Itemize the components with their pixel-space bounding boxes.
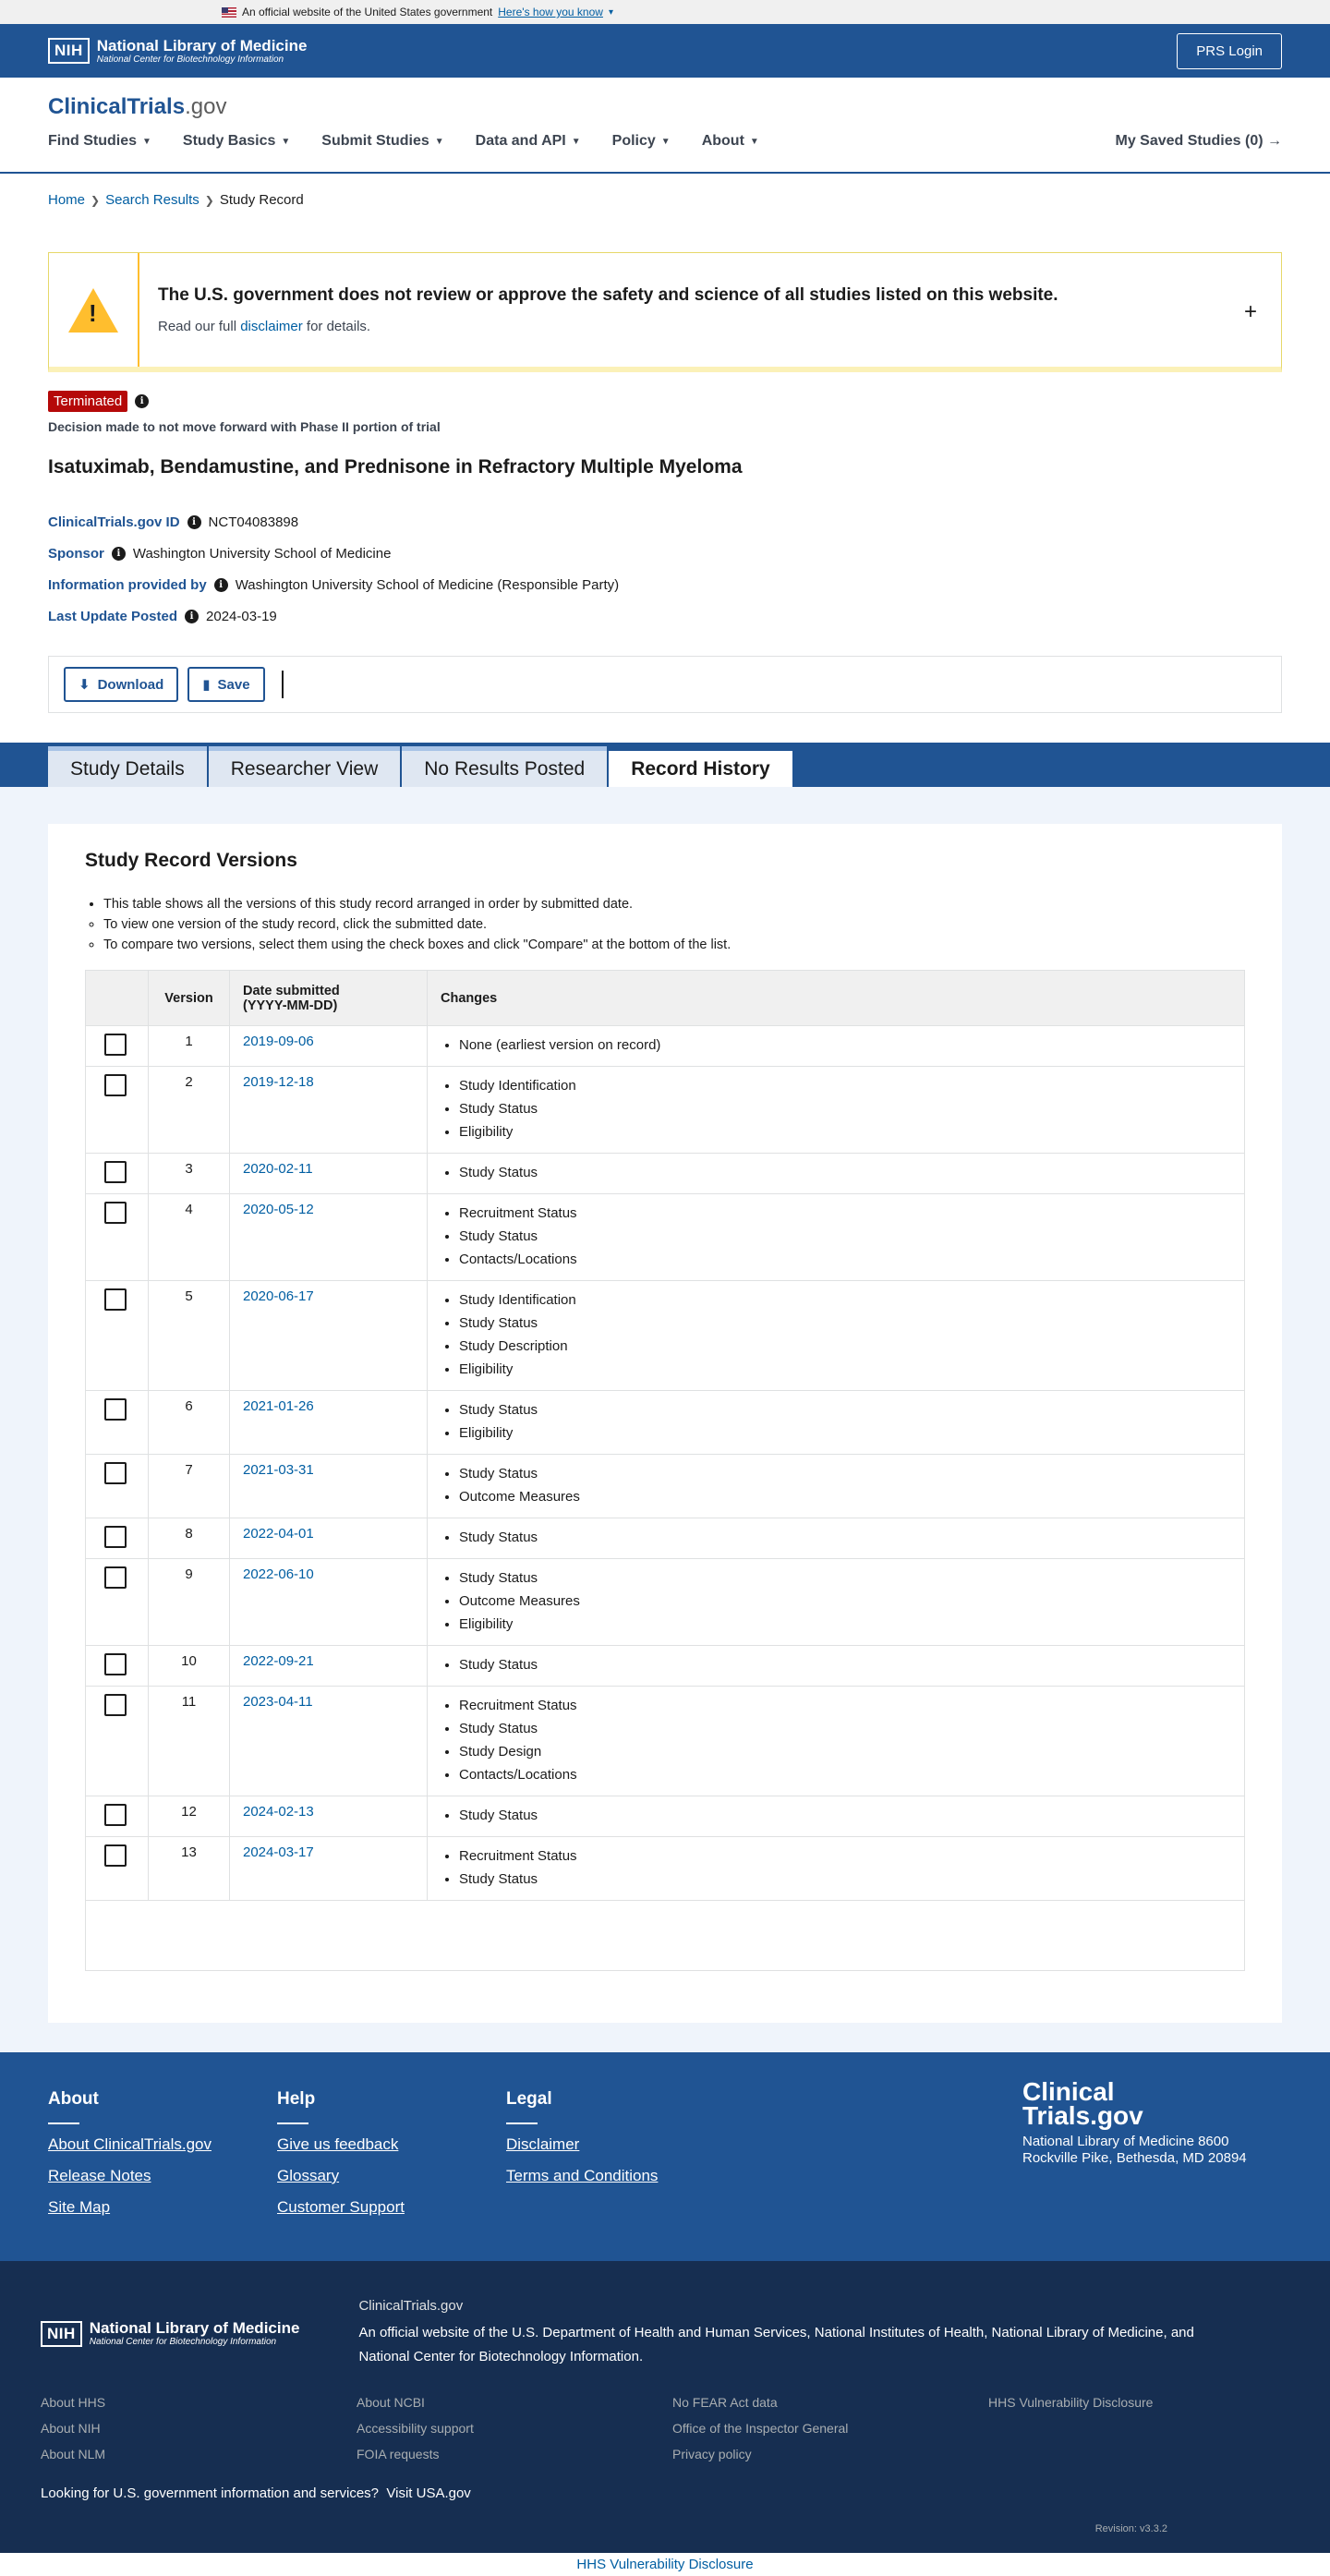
disclaimer-text: Read our full disclaimer for details. (158, 319, 371, 334)
nav-data-api[interactable] (476, 133, 581, 150)
breadcrumb (0, 174, 1330, 226)
chevron-right-icon: ❯ (204, 193, 214, 207)
change-item: • Eligibility (459, 1120, 1231, 1143)
change-item: • Study Status (459, 1398, 1231, 1421)
change-item: • Eligibility (459, 1358, 1231, 1381)
us-flag-icon (222, 7, 236, 18)
version-date-link[interactable]: 2019-12-18 (243, 1074, 314, 1090)
table-spacer (86, 1901, 1245, 1971)
version-number: 13 (149, 1837, 230, 1901)
note-item: • This table shows all the versions of this study record arranged in order by submitted date. (103, 894, 1245, 914)
footer-link[interactable]: Privacy policy (672, 2447, 752, 2461)
change-item: • Contacts/Locations (459, 1763, 1231, 1786)
breadcrumb-search-results[interactable]: Search Results (105, 192, 200, 208)
breadcrumb-current: Study Record (219, 192, 304, 208)
col-changes: Changes (428, 971, 1245, 1026)
download-icon: ⬇ (79, 677, 91, 693)
bookmark-icon: ▮ (202, 677, 211, 693)
how-you-know-link[interactable]: Here's how you know (498, 6, 603, 18)
divider (282, 671, 284, 698)
change-item: • None (earliest version on record) (459, 1034, 1231, 1057)
changes-list (459, 1462, 1231, 1508)
nlm-name: National Library of Medicine (96, 36, 308, 54)
footer-link[interactable]: About NIH (41, 2421, 101, 2436)
footer-nlm-logo[interactable] (41, 2298, 299, 2369)
change-item: • Outcome Measures (459, 1590, 1231, 1613)
nav-label: Find Studies (48, 133, 137, 149)
nav-study-basics[interactable] (183, 133, 290, 150)
versions-table (85, 970, 1245, 1971)
ncbi-name: National Center for Biotechnology Information (89, 2337, 277, 2347)
hhs-link[interactable]: U.S. Department of Health and Human Services (512, 2325, 807, 2340)
nct-id-value: NCT04083898 (208, 514, 299, 530)
ncbi-link[interactable]: National Center for Biotechnology Information (358, 2349, 639, 2364)
changes-list (459, 1202, 1231, 1271)
nav-find-studies[interactable] (48, 133, 151, 150)
footer-link[interactable]: About ClinicalTrials.gov (48, 2135, 212, 2153)
version-date-link[interactable]: 2024-03-17 (243, 1844, 314, 1860)
version-checkbox[interactable] (104, 1288, 127, 1311)
version-checkbox[interactable] (104, 1161, 127, 1183)
site-header (0, 78, 1330, 174)
changes-list (459, 1398, 1231, 1445)
action-bar (48, 656, 1282, 713)
footer-help-title: Help (277, 2089, 316, 2109)
change-item: • Study Status (459, 1653, 1231, 1676)
footer-help (277, 2089, 506, 2261)
note-item: ◦ To view one version of the study record, click the submitted date. (103, 914, 1245, 935)
changes-list (459, 1694, 1231, 1786)
footer-legal (506, 2089, 735, 2261)
version-number: 4 (149, 1194, 230, 1281)
version-date-link[interactable]: 2020-06-17 (243, 1288, 314, 1304)
nih-link[interactable]: National Institutes of Health (814, 2325, 985, 2340)
change-item: • Recruitment Status (459, 1694, 1231, 1717)
info-icon[interactable]: i (112, 547, 126, 561)
table-row (86, 1194, 1245, 1281)
change-item: • Study Status (459, 1462, 1231, 1485)
change-item: • Study Status (459, 1312, 1231, 1335)
footer-link[interactable]: Terms and Conditions (506, 2167, 659, 2184)
nih-logo-box: NIH (48, 38, 90, 64)
tab-study-details[interactable]: Study Details (48, 746, 207, 787)
version-checkbox[interactable] (104, 1398, 127, 1421)
nav-label: Study Basics (182, 133, 276, 149)
version-checkbox[interactable] (104, 1526, 127, 1548)
footer-link[interactable]: FOIA requests (357, 2447, 440, 2461)
footer-link[interactable]: Glossary (277, 2167, 340, 2184)
version-checkbox[interactable] (104, 1694, 127, 1716)
changes-list (459, 1288, 1231, 1381)
tab-no-results-posted[interactable]: No Results Posted (402, 746, 607, 787)
change-item: • Study Status (459, 1161, 1231, 1184)
footer-address: National Library of Medicine 8600 Rockville Pike, Bethesda, MD 20894 (1022, 2134, 1247, 2166)
version-checkbox[interactable] (104, 1566, 127, 1589)
change-item: • Study Identification (459, 1074, 1231, 1097)
col-date: Date submitted (YYYY-MM-DD) (230, 971, 428, 1026)
chevron-down-icon: ▾ (608, 6, 613, 18)
ncbi-name: National Center for Biotechnology Information (96, 54, 284, 65)
change-item: • Study Status (459, 1225, 1231, 1248)
study-meta (48, 506, 1282, 632)
footer-link[interactable]: Give us feedback (277, 2135, 399, 2153)
version-checkbox[interactable] (104, 1804, 127, 1826)
footer-official: An official website of the U.S. Department of Health and Human Services, National Institutes of Health, National Library of Medicine, and National Center for Biotechnology Information. (358, 2325, 1194, 2364)
version-date-link[interactable]: 2021-03-31 (243, 1462, 314, 1478)
versions-panel (48, 824, 1282, 2023)
footer-link[interactable]: No FEAR Act data (672, 2395, 778, 2410)
revision-label: Revision: v3.3.2 (1094, 2523, 1167, 2534)
change-item: • Study Status (459, 1097, 1231, 1120)
version-checkbox[interactable] (104, 1034, 127, 1056)
col-version: Version (149, 971, 230, 1026)
prs-login-button[interactable]: PRS Login (1177, 33, 1282, 69)
changes-list (459, 1844, 1231, 1891)
saved-studies-label: My Saved Studies (0) (1115, 133, 1264, 149)
version-number: 12 (149, 1796, 230, 1837)
version-number: 2 (149, 1067, 230, 1154)
info-icon[interactable]: i (185, 610, 199, 623)
disclaimer-alert (48, 252, 1282, 372)
study-title: Isatuximab, Bendamustine, and Prednisone in Refractory Multiple Myeloma (48, 456, 743, 478)
gov-banner (0, 0, 1330, 24)
info-icon[interactable]: i (214, 578, 228, 592)
table-row (86, 1837, 1245, 1901)
version-checkbox[interactable] (104, 1074, 127, 1096)
logo-gov: .gov (185, 94, 227, 119)
footer-link[interactable]: HHS Vulnerability Disclosure (988, 2395, 1154, 2410)
chevron-down-icon: ▼ (281, 136, 291, 147)
usa-gov-prompt: Looking for U.S. government information and services? Visit USA.gov (41, 2485, 471, 2501)
main-nav (48, 133, 1282, 150)
version-date-link[interactable]: 2021-01-26 (243, 1398, 314, 1414)
footer-link[interactable]: About NLM (41, 2447, 106, 2461)
version-number: 1 (149, 1026, 230, 1067)
change-item: • Recruitment Status (459, 1844, 1231, 1868)
download-label: Download (97, 676, 164, 693)
chevron-down-icon: ▼ (142, 136, 151, 147)
termination-reason: Decision made to not move forward with Phase II portion of trial (48, 419, 441, 434)
change-item: • Study Description (459, 1335, 1231, 1358)
download-button[interactable] (64, 667, 178, 702)
version-checkbox[interactable] (104, 1462, 127, 1484)
footer-brand (1022, 2077, 1263, 2167)
footer-link[interactable]: Disclaimer (506, 2135, 580, 2153)
change-item: • Study Status (459, 1566, 1231, 1590)
last-update-value: 2024-03-19 (206, 608, 277, 624)
version-date-link[interactable]: 2019-09-06 (243, 1034, 314, 1049)
hhs-vulnerability-link[interactable]: HHS Vulnerability Disclosure (576, 2557, 754, 2572)
last-update-label: Last Update Posted (48, 608, 178, 624)
col-select (86, 971, 149, 1026)
version-number: 11 (149, 1687, 230, 1796)
save-button[interactable] (187, 667, 264, 702)
footer-link[interactable]: Release Notes (48, 2167, 151, 2184)
changes-list (459, 1161, 1231, 1184)
nav-about[interactable] (702, 133, 759, 150)
info-provided-label: Information provided by (48, 576, 207, 593)
versions-heading: Study Record Versions (85, 850, 297, 871)
change-item: • Study Status (459, 1868, 1231, 1891)
clinicaltrials-logo[interactable] (48, 94, 1282, 120)
nav-label: Submit Studies (321, 133, 429, 149)
chevron-down-icon: ▼ (571, 136, 581, 147)
version-number: 8 (149, 1518, 230, 1559)
table-row (86, 1646, 1245, 1687)
info-icon[interactable]: i (135, 394, 149, 408)
footer-link[interactable]: Customer Support (277, 2198, 405, 2216)
version-number: 10 (149, 1646, 230, 1687)
table-row (86, 1154, 1245, 1194)
table-row (86, 1455, 1245, 1518)
version-checkbox[interactable] (104, 1844, 127, 1867)
nlm-logo[interactable] (48, 38, 307, 65)
footer-ct-label: ClinicalTrials.gov (358, 2298, 464, 2314)
footer-link[interactable]: About HHS (41, 2395, 106, 2410)
version-number: 9 (149, 1559, 230, 1646)
change-item: • Outcome Measures (459, 1485, 1231, 1508)
nav-submit-studies[interactable] (321, 133, 443, 150)
change-item: • Recruitment Status (459, 1202, 1231, 1225)
table-row (86, 1518, 1245, 1559)
version-date-link[interactable]: 2020-05-12 (243, 1202, 314, 1217)
version-checkbox[interactable] (104, 1653, 127, 1675)
footer-top (0, 2052, 1330, 2261)
footer-link[interactable]: Accessibility support (357, 2421, 474, 2436)
changes-list (459, 1804, 1231, 1827)
version-date-link[interactable]: 2022-06-10 (243, 1566, 314, 1582)
chevron-down-icon: ▼ (660, 136, 671, 147)
footer-gov-links (41, 2395, 1289, 2473)
change-item: • Eligibility (459, 1421, 1231, 1445)
changes-list (459, 1566, 1231, 1636)
versions-notes (85, 894, 1245, 955)
footer-bottom (0, 2261, 1330, 2553)
record-history-section (0, 787, 1330, 2052)
status-badge: Terminated (48, 391, 127, 412)
expand-plus-icon[interactable]: + (1243, 299, 1257, 324)
tab-researcher-view[interactable]: Researcher View (209, 746, 401, 787)
footer-about (48, 2089, 277, 2261)
chevron-down-icon: ▼ (434, 136, 444, 147)
change-item: • Study Status (459, 1717, 1231, 1740)
change-item: • Study Status (459, 1526, 1231, 1549)
chevron-down-icon: ▼ (749, 136, 759, 147)
changes-list (459, 1034, 1231, 1057)
info-provided-value: Washington University School of Medicine (Responsible Party) (235, 576, 620, 593)
nlm-name: National Library of Medicine (89, 2319, 300, 2337)
changes-list (459, 1074, 1231, 1143)
disclaimer-link[interactable]: disclaimer (240, 319, 303, 334)
sponsor-label: Sponsor (48, 545, 104, 562)
note-item: ◦ To compare two versions, select them using the check boxes and click "Compare" at the bottom of the list. (103, 935, 1245, 955)
footer-logo[interactable]: Clinical Trials.gov (1022, 2077, 1143, 2130)
table-row (86, 1796, 1245, 1837)
changes-list (459, 1653, 1231, 1676)
gov-banner-text: An official website of the United States government (242, 6, 493, 18)
usa-gov-link[interactable]: Visit USA.gov (386, 2485, 471, 2501)
version-date-link[interactable]: 2022-04-01 (243, 1526, 314, 1542)
version-number: 5 (149, 1281, 230, 1391)
change-item: • Contacts/Locations (459, 1248, 1231, 1271)
version-number: 6 (149, 1391, 230, 1455)
saved-studies-link[interactable] (1116, 133, 1283, 150)
nct-id-label: ClinicalTrials.gov ID (48, 514, 180, 530)
version-date-link[interactable]: 2024-02-13 (243, 1804, 314, 1820)
changes-list (459, 1526, 1231, 1549)
version-date-link[interactable]: 2020-02-11 (243, 1161, 313, 1177)
info-icon[interactable]: i (187, 515, 201, 529)
table-row (86, 1687, 1245, 1796)
footer-about-title: About (48, 2089, 99, 2109)
sponsor-value: Washington University School of Medicine (132, 545, 392, 562)
version-number: 7 (149, 1455, 230, 1518)
version-date-link[interactable]: 2022-09-21 (243, 1653, 314, 1669)
footer-link[interactable]: Site Map (48, 2198, 111, 2216)
version-number: 3 (149, 1154, 230, 1194)
arrow-right-icon: → (1267, 133, 1282, 149)
nav-label: Data and API (475, 133, 566, 149)
change-item: • Eligibility (459, 1613, 1231, 1636)
logo-main: ClinicalTrials (48, 94, 186, 119)
warning-icon: ! (68, 288, 118, 333)
table-row (86, 1281, 1245, 1391)
tab-record-history[interactable]: Record History (609, 746, 792, 787)
nav-label: About (701, 133, 744, 149)
nav-policy[interactable] (612, 133, 671, 150)
breadcrumb-home[interactable]: Home (48, 192, 86, 208)
study-status (0, 372, 1330, 632)
version-date-link[interactable]: 2023-04-11 (243, 1694, 313, 1710)
footer-legal-title: Legal (506, 2089, 552, 2109)
nlm-link[interactable]: National Library of Medicine (991, 2325, 1164, 2340)
table-row (86, 1391, 1245, 1455)
table-row (86, 1026, 1245, 1067)
table-row (86, 1067, 1245, 1154)
version-checkbox[interactable] (104, 1202, 127, 1224)
footer-link[interactable]: Office of the Inspector General (672, 2421, 849, 2436)
study-tabs (0, 743, 1330, 787)
nih-logo-box: NIH (41, 2321, 82, 2347)
change-item: • Study Design (459, 1740, 1231, 1763)
change-item: • Study Status (459, 1804, 1231, 1827)
footer-link[interactable]: About NCBI (357, 2395, 425, 2410)
change-item: • Study Identification (459, 1288, 1231, 1312)
table-row (86, 1559, 1245, 1646)
nav-label: Policy (611, 133, 656, 149)
chevron-right-icon: ❯ (91, 193, 101, 207)
disclaimer-title: The U.S. government does not review or approve the safety and science of all studies listed on this website. (158, 285, 1058, 305)
save-label: Save (217, 676, 250, 693)
nih-bar (0, 24, 1330, 78)
